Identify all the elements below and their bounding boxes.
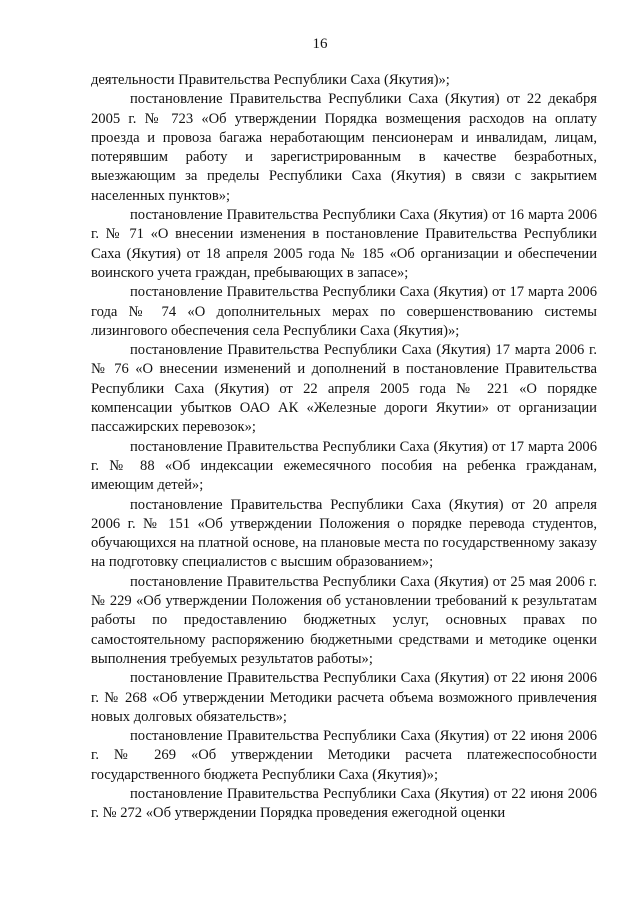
paragraph-resolution-269: постановление Правительства Республики Саха (Якутия) от 22 июня 2006 г. № 269 «Об утверждении Методики расчета платежеспособности государственного бюджета Республики Саха (Якутия)»; (91, 728, 597, 783)
paragraph-resolution-151: постановление Правительства Республики Саха (Якутия) от 20 апреля 2006 г. № 151 «Об утверждении Положения о порядке перевода студентов, обучающихся на платной основе, на плановые места по государственному заказу на подготовку специалистов с высшим образованием»; (91, 496, 597, 571)
document-body (91, 71, 597, 824)
paragraph-resolution-76: постановление Правительства Республики Саха (Якутия) 17 марта 2006 г. № 76 «О внесении изменений и дополнений в постановление Правительства Республики Саха (Якутия) от 22 апреля 2005 года № 221 «О порядке компенсации убытков ОАО АК «Железные дороги Якутии» от организации пассажирских перевозок»; (91, 342, 597, 436)
paragraph-resolution-272: постановление Правительства Республики Саха (Якутия) от 22 июня 2006 г. № 272 «Об утверждении Порядка проведения ежегодной оценки (91, 785, 597, 822)
page-number: 16 (312, 36, 328, 52)
paragraph-continuation: деятельности Правительства Республики Саха (Якутия)»; (91, 72, 450, 88)
paragraph-resolution-74: постановление Правительства Республики Саха (Якутия) от 17 марта 2006 года № 74 «О дополнительных мерах по совершенствованию системы лизингового обеспечения села Республики Саха (Якутия)»; (91, 284, 597, 339)
paragraph-resolution-723: постановление Правительства Республики Саха (Якутия) от 22 декабря 2005 г. № 723 «Об утверждении Порядка возмещения расходов на оплату проезда и провоза багажа неработающим пенсионерам и инвалидам, лицам, потерявшим работу и зарегистрированным в качестве безработных, выезжающим за пределы Республики Саха (Якутия) в связи с закрытием населенных пунктов»; (91, 91, 597, 204)
paragraph-resolution-71: постановление Правительства Республики Саха (Якутия) от 16 марта 2006 г. № 71 «О внесении изменения в постановление Правительства Республики Саха (Якутия) от 18 апреля 2005 года № 185 «Об организации и обеспечении воинского учета граждан, пребывающих в запасе»; (91, 207, 597, 281)
paragraph-resolution-229: постановление Правительства Республики Саха (Якутия) от 25 мая 2006 г. № 229 «Об утверждении Положения об установлении требований к результатам работы по предоставлению бюджетных услуг, основных правах по самостоятельному распоряжению бюджетными средствами и методике оценки выполнения требуемых результатов работы»; (91, 573, 597, 667)
paragraph-resolution-88: постановление Правительства Республики Саха (Якутия) от 17 марта 2006 г. № 88 «Об индексации ежемесячного пособия на ребенка гражданам, имеющим детей»; (91, 438, 597, 494)
paragraph-resolution-268: постановление Правительства Республики Саха (Якутия) от 22 июня 2006 г. № 268 «Об утверждении Методики расчета объема возможного привлечения новых долговых обязательств»; (91, 670, 597, 725)
